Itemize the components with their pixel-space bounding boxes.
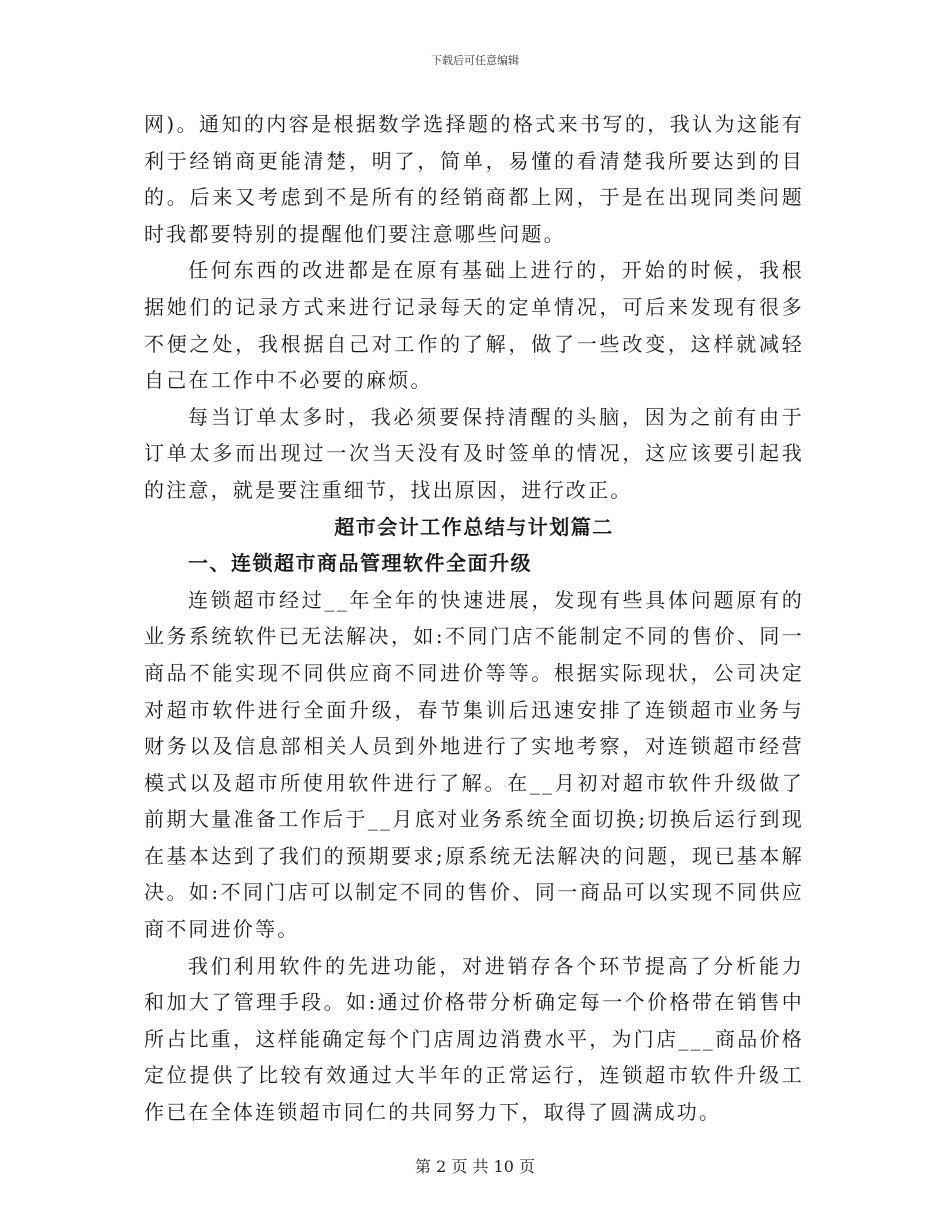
paragraph-4: 连锁超市经过__年全年的快速进展，发现有些具体问题原有的业务系统软件已无法解决，如:不同门店不能制定不同的售价、同一商品不能实现不同供应商不同进价等等。根据实际现状，公司决定对超市软件进行全面升级，春节集训后迅速安排了连锁超市业务与财务以及信息部相关人员到外地进行了实地考察，对连锁超市经营模式以及超市所使用软件进行了解。在__月初对超市软件升级做了前期大量准备工作后于__月底对业务系统全面切换;切换后运行到现在基本达到了我们的预期要求;原系统无法解决的问题，现已基本解决。如:不同门店可以制定不同的售价、同一商品可以实现不同供应商不同进价等。 <box>144 587 804 942</box>
paragraph-1: 网)。通知的内容是根据数学选择题的格式来书写的，我认为这能有利于经销商更能清楚，明了，简单，易懂的看清楚我所要达到的目的。后来又考虑到不是所有的经销商都上网，于是在出现同类问题时我都要特别的提醒他们要注意哪些问题。 <box>144 112 804 246</box>
page-footer: 第 2 页 共 10 页 <box>415 1157 535 1176</box>
section-title: 超市会计工作总结与计划篇二 <box>334 514 614 539</box>
document-body <box>144 106 804 1131</box>
paragraph-3: 每当订单太多时，我必须要保持清醒的头脑，因为之前有由于订单太多而出现过一次当天没有及时签单的情况，这应该要引起我的注意，就是要注重细节，找出原因，进行改正。 <box>144 404 804 502</box>
paragraph-2: 任何东西的改进都是在原有基础上进行的，开始的时候，我根据她们的记录方式来进行记录每天的定单情况，可后来发现有很多不便之处，我根据自己对工作的了解，做了一些改变，这样就减轻自己在工作中不必要的麻烦。 <box>144 258 804 393</box>
subsection-heading: 一、连锁超市商品管理软件全面升级 <box>188 551 532 576</box>
page-header: 下载后可任意编辑 <box>431 54 519 67</box>
paragraph-5: 我们利用软件的先进功能，对进销存各个环节提高了分析能力和加大了管理手段。如:通过价格带分析确定每一个价格带在销售中所占比重，这样能确定每个门店周边消费水平，为门店___商品价格定位提供了比较有效通过大半年的正常运行，连锁超市软件升级工作已在全体连锁超市同仁的共同努力下，取得了圆满成功。 <box>144 953 804 1125</box>
